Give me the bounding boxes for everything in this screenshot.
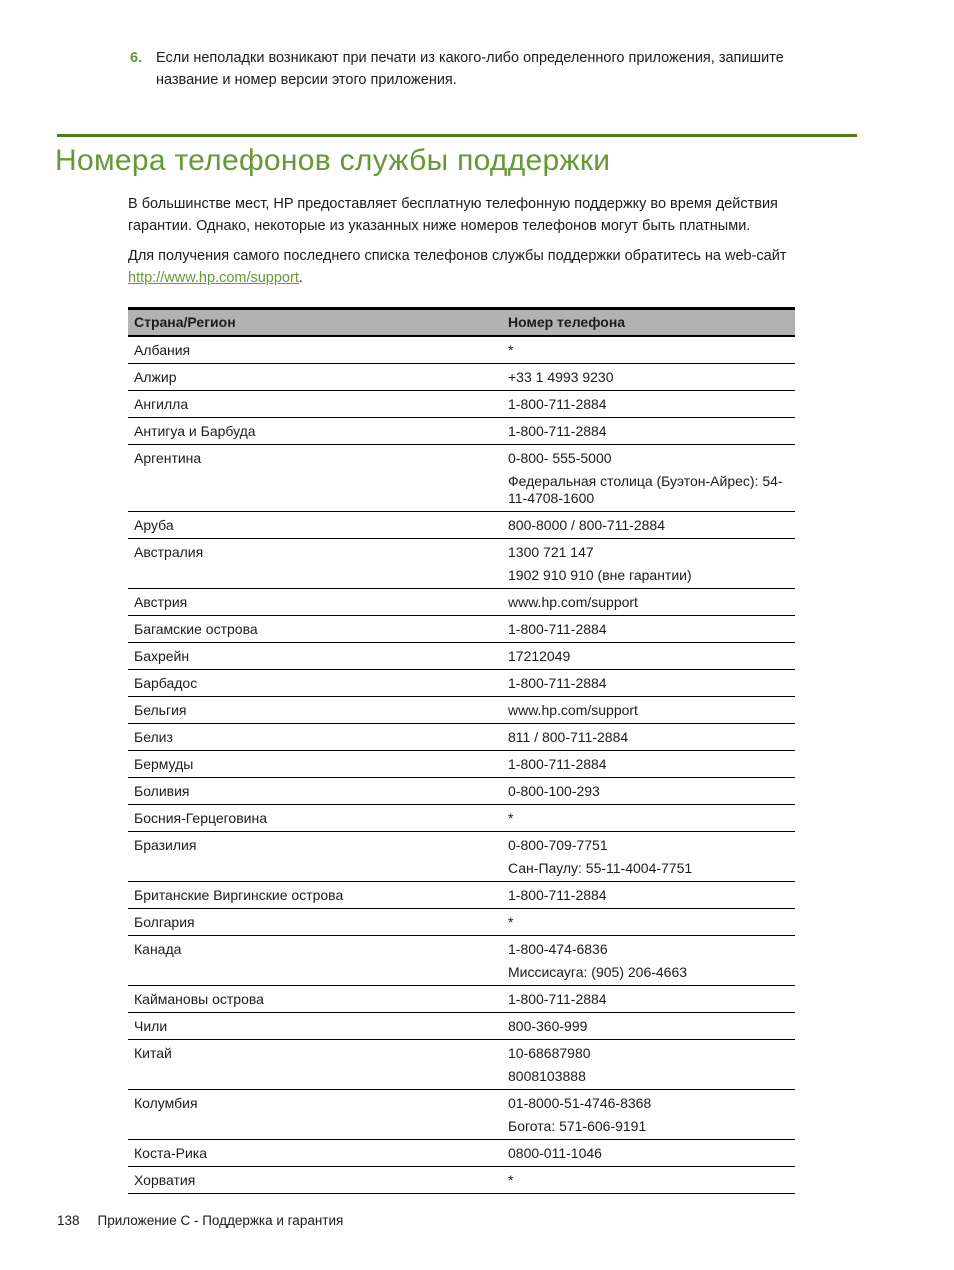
phone-cell	[508, 391, 795, 418]
phone-cell	[508, 1090, 795, 1140]
country-cell: Боливия	[128, 778, 508, 805]
country-cell: Британские Виргинские острова	[128, 882, 508, 909]
phone-cell	[508, 697, 795, 724]
table-row	[128, 805, 795, 832]
country-cell: Антигуа и Барбуда	[128, 418, 508, 445]
country-cell: Хорватия	[128, 1167, 508, 1194]
country-cell: Аруба	[128, 512, 508, 539]
table-row	[128, 512, 795, 539]
footer-chapter-title: Приложение C - Поддержка и гарантия	[97, 1213, 344, 1228]
table-row	[128, 1013, 795, 1040]
phone-cell	[508, 512, 795, 539]
country-cell: Белиз	[128, 724, 508, 751]
country-cell: Болгария	[128, 909, 508, 936]
table-row	[128, 391, 795, 418]
phone-cell	[508, 805, 795, 832]
country-cell: Багамские острова	[128, 616, 508, 643]
table-row	[128, 909, 795, 936]
country-cell: Бельгия	[128, 697, 508, 724]
country-cell: Каймановы острова	[128, 986, 508, 1013]
section-divider-rule	[57, 134, 857, 137]
phone-entry: Миссисауга: (905) 206-4663	[508, 964, 688, 980]
country-cell: Бахрейн	[128, 643, 508, 670]
phone-entry: Федеральная столица (Буэтон-Айрес): 54-11-4708-1600	[508, 473, 783, 506]
support-phone-table	[128, 307, 795, 1194]
table-row	[128, 1090, 795, 1140]
table-row	[128, 697, 795, 724]
phone-entry: www.hp.com/support	[508, 594, 638, 610]
phone-entry: *	[508, 342, 514, 358]
country-cell: Бермуды	[128, 751, 508, 778]
country-cell: Албания	[128, 336, 508, 364]
country-cell: Аргентина	[128, 445, 508, 512]
phone-entry: 10-68687980	[508, 1045, 591, 1061]
phone-cell	[508, 616, 795, 643]
country-cell: Барбадос	[128, 670, 508, 697]
country-cell: Китай	[128, 1040, 508, 1090]
phone-entry: 1300 721 147	[508, 544, 594, 560]
page-number: 138	[57, 1213, 80, 1228]
phone-entry: +33 1 4993 9230	[508, 369, 614, 385]
table-row	[128, 539, 795, 589]
phone-entry: 1902 910 910 (вне гарантии)	[508, 567, 692, 583]
phone-cell	[508, 445, 795, 512]
phone-entry: *	[508, 1172, 514, 1188]
phone-entry: 0-800- 555-5000	[508, 450, 612, 466]
link-paragraph	[128, 245, 810, 289]
table-row	[128, 986, 795, 1013]
table-row	[128, 778, 795, 805]
phone-cell	[508, 1140, 795, 1167]
phone-cell	[508, 724, 795, 751]
country-cell: Чили	[128, 1013, 508, 1040]
table-row	[128, 418, 795, 445]
country-cell: Алжир	[128, 364, 508, 391]
phone-entry: 1-800-711-2884	[508, 675, 607, 691]
phone-entry: 1-800-711-2884	[508, 991, 607, 1007]
intro-paragraph: В большинстве мест, HP предоставляет бесплатную телефонную поддержку во время действия гарантии. Однако, некоторые из указанных ниже номеров телефонов могут быть платными.	[128, 196, 778, 234]
link-paragraph-prefix: Для получения самого последнего списка телефонов службы поддержки обратитесь на web-сайт	[128, 248, 787, 264]
table-row	[128, 589, 795, 616]
table-row	[128, 336, 795, 364]
phone-entry: 1-800-711-2884	[508, 887, 607, 903]
link-paragraph-suffix: .	[298, 270, 303, 286]
phone-cell	[508, 751, 795, 778]
phone-entry: 8008103888	[508, 1068, 586, 1084]
table-row	[128, 670, 795, 697]
phone-entry: Сан-Паулу: 55-11-4004-7751	[508, 860, 693, 876]
page-title: Номера телефонов службы поддержки	[55, 144, 611, 177]
table-row	[128, 1040, 795, 1090]
column-header-phone: Номер телефона	[508, 309, 795, 337]
phone-entry: 0800-011-1046	[508, 1145, 602, 1161]
phone-cell	[508, 832, 795, 882]
instruction-step	[130, 47, 826, 91]
phone-cell	[508, 643, 795, 670]
phone-entry: 17212049	[508, 648, 571, 664]
table-row	[128, 832, 795, 882]
phone-cell	[508, 778, 795, 805]
support-site-link[interactable]: http://www.hp.com/support	[128, 270, 299, 286]
intro-text	[128, 193, 810, 289]
phone-entry: 01-8000-51-4746-8368	[508, 1095, 652, 1111]
phone-cell	[508, 1040, 795, 1090]
phone-entry: 0-800-100-293	[508, 783, 600, 799]
phone-entry: 800-360-999	[508, 1018, 588, 1034]
phone-cell	[508, 986, 795, 1013]
phone-cell	[508, 1167, 795, 1194]
country-cell: Ангилла	[128, 391, 508, 418]
phone-entry: 811 / 800-711-2884	[508, 729, 629, 745]
phone-entry: 1-800-711-2884	[508, 423, 607, 439]
table-row	[128, 1167, 795, 1194]
country-cell: Бразилия	[128, 832, 508, 882]
phone-cell	[508, 909, 795, 936]
phone-cell	[508, 364, 795, 391]
country-cell: Босния-Герцеговина	[128, 805, 508, 832]
phone-entry: 1-800-711-2884	[508, 621, 607, 637]
column-header-country: Страна/Регион	[128, 309, 508, 337]
country-cell: Австралия	[128, 539, 508, 589]
table-row	[128, 1140, 795, 1167]
table-row	[128, 882, 795, 909]
table-row	[128, 643, 795, 670]
phone-entry: *	[508, 914, 514, 930]
table-header-row	[128, 309, 795, 337]
table-body	[128, 336, 795, 1194]
phone-cell	[508, 418, 795, 445]
table-row	[128, 616, 795, 643]
phone-cell	[508, 1013, 795, 1040]
phone-entry: www.hp.com/support	[508, 702, 638, 718]
phone-entry: 1-800-711-2884	[508, 756, 607, 772]
table-row	[128, 445, 795, 512]
phone-cell	[508, 336, 795, 364]
phone-cell	[508, 589, 795, 616]
phone-entry: 800-8000 / 800-711-2884	[508, 517, 665, 533]
country-cell: Колумбия	[128, 1090, 508, 1140]
phone-cell	[508, 936, 795, 986]
table-row	[128, 724, 795, 751]
phone-cell	[508, 882, 795, 909]
country-cell: Коста-Рика	[128, 1140, 508, 1167]
table-row	[128, 936, 795, 986]
step-text: Если неполадки возникают при печати из какого-либо определенного приложения, запишите название и номер версии этого приложения.	[156, 50, 784, 88]
phone-entry: Богота: 571-606-9191	[508, 1118, 647, 1134]
phone-entry: 1-800-474-6836	[508, 941, 608, 957]
phone-cell	[508, 539, 795, 589]
page-footer	[57, 1213, 343, 1228]
phone-entry: *	[508, 810, 514, 826]
phone-entry: 0-800-709-7751	[508, 837, 608, 853]
table-row	[128, 751, 795, 778]
country-cell: Канада	[128, 936, 508, 986]
phone-entry: 1-800-711-2884	[508, 396, 607, 412]
step-number: 6.	[130, 50, 143, 66]
table-row	[128, 364, 795, 391]
phone-cell	[508, 670, 795, 697]
country-cell: Австрия	[128, 589, 508, 616]
